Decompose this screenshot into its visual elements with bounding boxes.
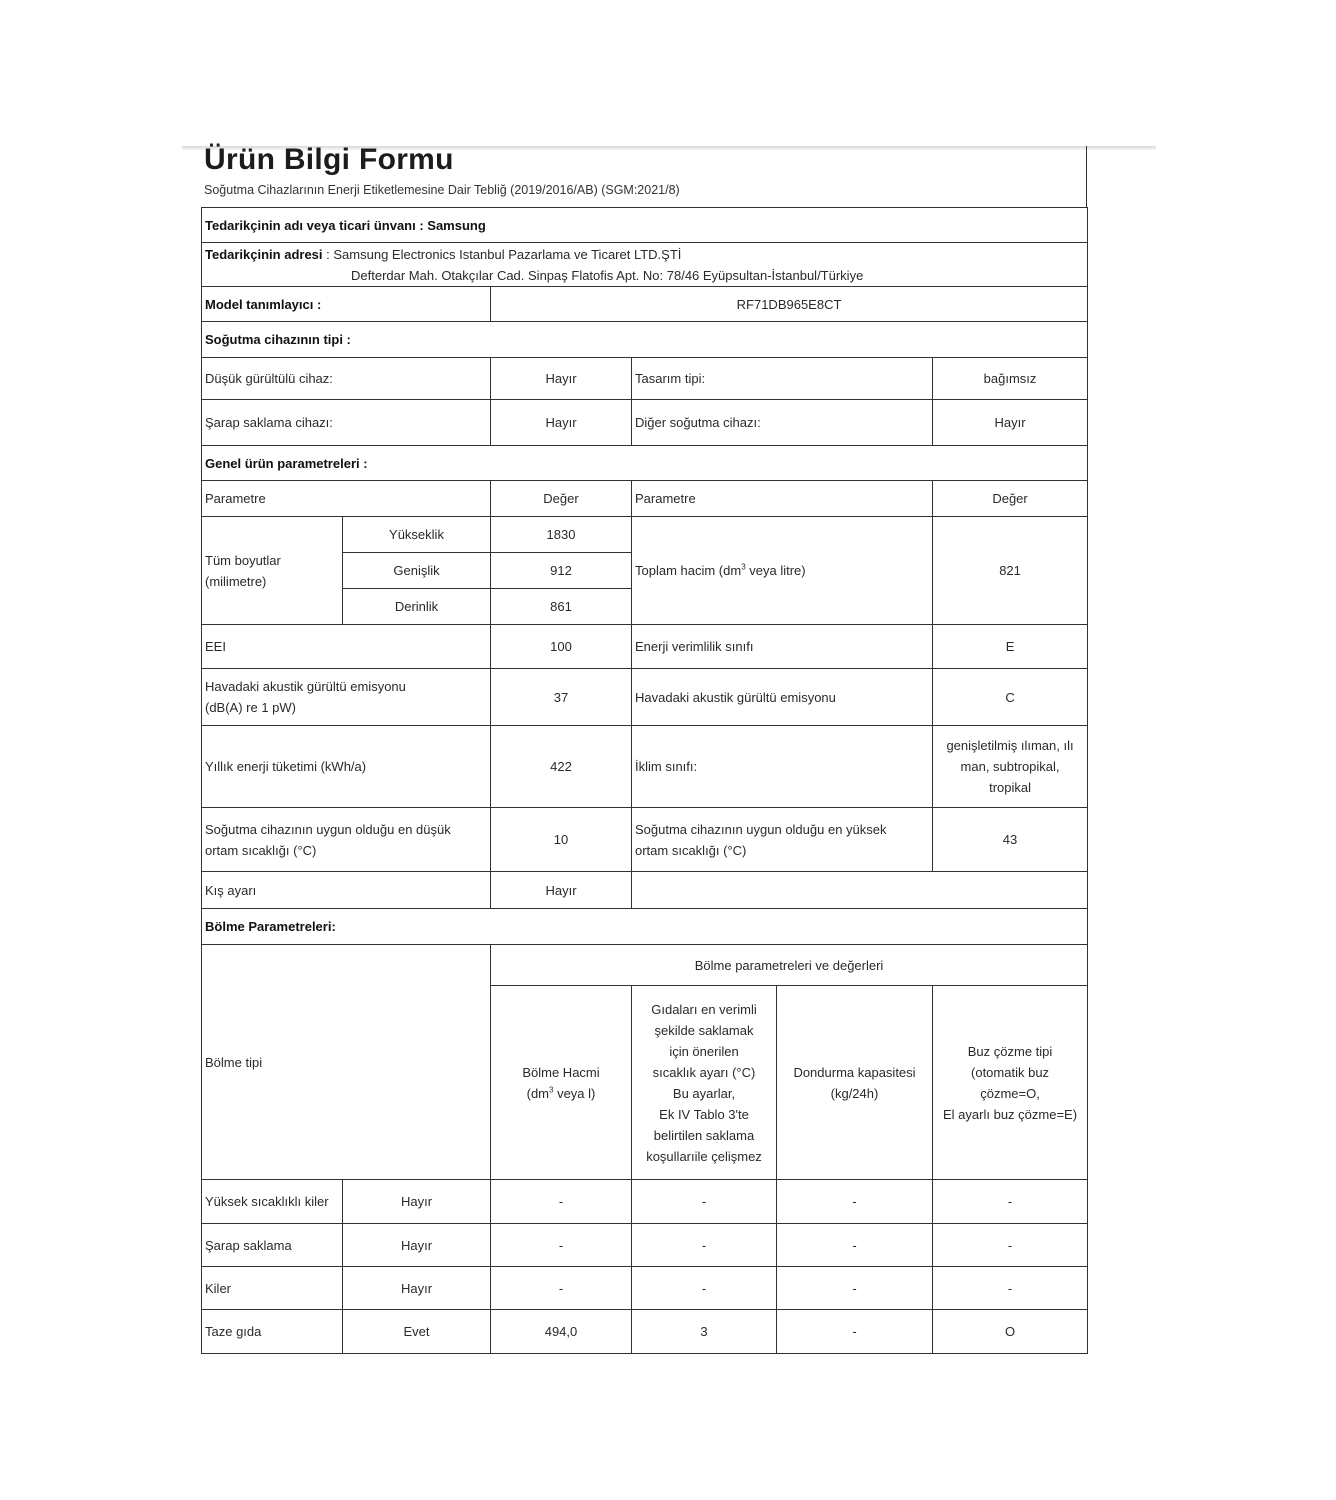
supplier-name: Tedarikçinin adı veya ticari ünvanı : Samsung — [202, 208, 1088, 243]
compartment-volume: 494,0 — [491, 1310, 632, 1354]
wine-storage-value: Hayır — [491, 400, 632, 446]
compartment-present: Evet — [343, 1310, 491, 1354]
eei-label: EEI — [202, 625, 491, 669]
compartment-present: Hayır — [343, 1224, 491, 1267]
winter-label: Kış ayarı — [202, 872, 491, 909]
col-temp-line: şekilde saklamak — [654, 1022, 754, 1038]
climate-class-value — [933, 726, 1088, 808]
climate-class-line1: genişletilmiş ılıman, ılı — [946, 738, 1074, 753]
low-noise-value: Hayır — [491, 358, 632, 400]
table-row — [202, 1224, 1088, 1267]
wine-storage-label: Şarap saklama cihazı: — [202, 400, 491, 446]
climate-class-label: İklim sınıfı: — [632, 726, 933, 808]
col-defrost-type — [933, 986, 1088, 1180]
design-type-label: Tasarım tipi: — [632, 358, 933, 400]
total-volume-label-sup: 3 — [741, 562, 746, 572]
col-volume-unit-post: veya l) — [553, 1085, 596, 1101]
compartment-volume: - — [491, 1267, 632, 1310]
ambient-temp-row — [202, 808, 1088, 872]
compartment-temp: - — [632, 1267, 777, 1310]
col-defrost-line: El ayarlı buz çözme=E) — [943, 1106, 1078, 1122]
noise-label — [202, 669, 491, 726]
noise-class-label: Havadaki akustik gürültü emisyonu — [632, 669, 933, 726]
supplier-address-sep: : — [322, 246, 334, 262]
annual-energy-row — [202, 726, 1088, 808]
col-temp-line: Gıdaları en verimli — [651, 1001, 757, 1017]
compartment-present: Hayır — [343, 1267, 491, 1310]
supplier-address-line2: Defterdar Mah. Otakçılar Cad. Sinpaş Flatofis Apt. No: 78/46 Eyüpsultan-İstanbul/Türkiye — [351, 267, 864, 283]
compartment-type-label: Bölme tipi — [202, 945, 491, 1180]
compartment-volume: - — [491, 1224, 632, 1267]
device-type-heading: Soğutma cihazının tipi : — [202, 322, 1088, 358]
dimensions-label-line2: (milimetre) — [205, 573, 267, 589]
low-noise-row — [202, 358, 1088, 400]
compartments-group-row — [202, 945, 1088, 986]
form-header — [201, 143, 1087, 207]
other-device-value: Hayır — [933, 400, 1088, 446]
compartment-defrost: - — [933, 1180, 1088, 1224]
table-row — [202, 1267, 1088, 1310]
col-temp-line: sıcaklık ayarı (°C) — [652, 1064, 756, 1080]
max-temp-label — [632, 808, 933, 872]
climate-class-line2: man, subtropikal, — [960, 759, 1060, 774]
min-temp-label-line2: ortam sıcaklığı (°C) — [205, 842, 317, 858]
compartment-defrost: - — [933, 1224, 1088, 1267]
compartment-freeze: - — [777, 1267, 933, 1310]
max-temp-value: 43 — [933, 808, 1088, 872]
info-table — [201, 207, 1088, 1354]
dimensions-label — [202, 517, 343, 625]
col-temp-line: Bu ayarlar, — [672, 1085, 736, 1101]
noise-class-value: C — [933, 669, 1088, 726]
annual-energy-value: 422 — [491, 726, 632, 808]
general-columns-row — [202, 481, 1088, 517]
general-heading-row — [202, 446, 1088, 481]
col-freeze-line1: Dondurma kapasitesi — [793, 1064, 916, 1080]
total-volume-label-rest: veya litre) — [745, 563, 806, 578]
min-temp-value: 10 — [491, 808, 632, 872]
compartment-name: Yüksek sıcaklıklı kiler — [202, 1180, 343, 1224]
product-info-form — [201, 143, 1087, 1354]
col-volume-unit-pre: (dm — [526, 1085, 550, 1101]
general-heading: Genel ürün parametreleri : — [202, 446, 1088, 481]
supplier-address — [202, 243, 1088, 287]
col-volume-unit-sup: 3 — [549, 1085, 554, 1095]
col-value-right: Değer — [933, 481, 1088, 517]
low-noise-label: Düşük gürültülü cihaz: — [202, 358, 491, 400]
compartment-freeze: - — [777, 1180, 933, 1224]
height-row — [202, 517, 1088, 553]
table-row — [202, 1180, 1088, 1224]
col-defrost-line: (otomatik buz — [971, 1064, 1050, 1080]
compartments-heading-row — [202, 909, 1088, 945]
model-value: RF71DB965E8CT — [491, 287, 1088, 322]
supplier-address-line1: Samsung Electronics Istanbul Pazarlama ve Ticaret LTD.ŞTİ — [333, 246, 682, 262]
width-value: 912 — [491, 553, 632, 589]
col-temp-line: için önerilen — [669, 1043, 739, 1059]
col-compartment-volume-line1: Bölme Hacmi — [522, 1064, 600, 1080]
compartment-name: Şarap saklama — [202, 1224, 343, 1267]
compartment-defrost: O — [933, 1310, 1088, 1354]
col-param-left: Parametre — [202, 481, 491, 517]
compartment-group-label: Bölme parametreleri ve değerleri — [491, 945, 1088, 986]
min-temp-label — [202, 808, 491, 872]
compartment-defrost: - — [933, 1267, 1088, 1310]
other-device-label: Diğer soğutma cihazı: — [632, 400, 933, 446]
col-freeze-line2: (kg/24h) — [830, 1085, 879, 1101]
compartments-heading: Bölme Parametreleri: — [202, 909, 1088, 945]
col-compartment-volume-line2 — [494, 1083, 628, 1104]
page-title: Ürün Bilgi Formu — [204, 143, 454, 176]
compartment-name: Kiler — [202, 1267, 343, 1310]
energy-class-label: Enerji verimlilik sınıfı — [632, 625, 933, 669]
noise-value: 37 — [491, 669, 632, 726]
supplier-address-row — [202, 243, 1088, 287]
col-temp-line: Ek IV Tablo 3'te — [659, 1106, 749, 1122]
eei-value: 100 — [491, 625, 632, 669]
col-temp-line: belirtilen saklama — [653, 1127, 755, 1143]
total-volume-label — [632, 517, 933, 625]
col-freezing-capacity — [777, 986, 933, 1180]
col-temp-line: koşullarıile çelişmez — [646, 1148, 762, 1164]
table-row — [202, 1310, 1088, 1354]
winter-empty — [632, 872, 1088, 909]
dimensions-label-line1: Tüm boyutlar — [205, 552, 281, 568]
noise-row — [202, 669, 1088, 726]
compartment-temp: - — [632, 1224, 777, 1267]
total-volume-value: 821 — [933, 517, 1088, 625]
max-temp-label-line2: ortam sıcaklığı (°C) — [635, 842, 747, 858]
compartment-freeze: - — [777, 1310, 933, 1354]
height-value: 1830 — [491, 517, 632, 553]
compartment-volume: - — [491, 1180, 632, 1224]
noise-label-line1: Havadaki akustik gürültü emisyonu — [205, 679, 406, 694]
col-param-right: Parametre — [632, 481, 933, 517]
supplier-address-label: Tedarikçinin adresi — [205, 246, 323, 262]
depth-label: Derinlik — [343, 589, 491, 625]
annual-energy-label: Yıllık enerji tüketimi (kWh/a) — [202, 726, 491, 808]
compartment-freeze: - — [777, 1224, 933, 1267]
col-value-left: Değer — [491, 481, 632, 517]
col-defrost-line: Buz çözme tipi — [967, 1043, 1053, 1059]
model-label: Model tanımlayıcı : — [202, 287, 491, 322]
design-type-value: bağımsız — [933, 358, 1088, 400]
height-label: Yükseklik — [343, 517, 491, 553]
compartment-temp: 3 — [632, 1310, 777, 1354]
max-temp-label-line1: Soğutma cihazının uygun olduğu en yüksek — [635, 821, 887, 837]
model-row — [202, 287, 1088, 322]
total-volume-label-text: Toplam hacim (dm — [635, 563, 742, 578]
noise-label-line2: (dB(A) re 1 pW) — [205, 700, 297, 715]
compartment-temp: - — [632, 1180, 777, 1224]
winter-value: Hayır — [491, 872, 632, 909]
compartment-present: Hayır — [343, 1180, 491, 1224]
col-recommended-temp — [632, 986, 777, 1180]
eei-row — [202, 625, 1088, 669]
supplier-name-row — [202, 208, 1088, 243]
min-temp-label-line1: Soğutma cihazının uygun olduğu en düşük — [205, 821, 451, 837]
depth-value: 861 — [491, 589, 632, 625]
climate-class-line3: tropikal — [989, 780, 1031, 795]
winter-row — [202, 872, 1088, 909]
page-subtitle: Soğutma Cihazlarının Enerji Etiketlemesine Dair Tebliğ (2019/2016/AB) (SGM:2021/8) — [204, 183, 680, 197]
col-compartment-volume — [491, 986, 632, 1180]
energy-class-value: E — [933, 625, 1088, 669]
compartment-name: Taze gıda — [202, 1310, 343, 1354]
wine-storage-row — [202, 400, 1088, 446]
width-label: Genişlik — [343, 553, 491, 589]
col-defrost-line: çözme=O, — [980, 1085, 1040, 1101]
device-type-heading-row — [202, 322, 1088, 358]
